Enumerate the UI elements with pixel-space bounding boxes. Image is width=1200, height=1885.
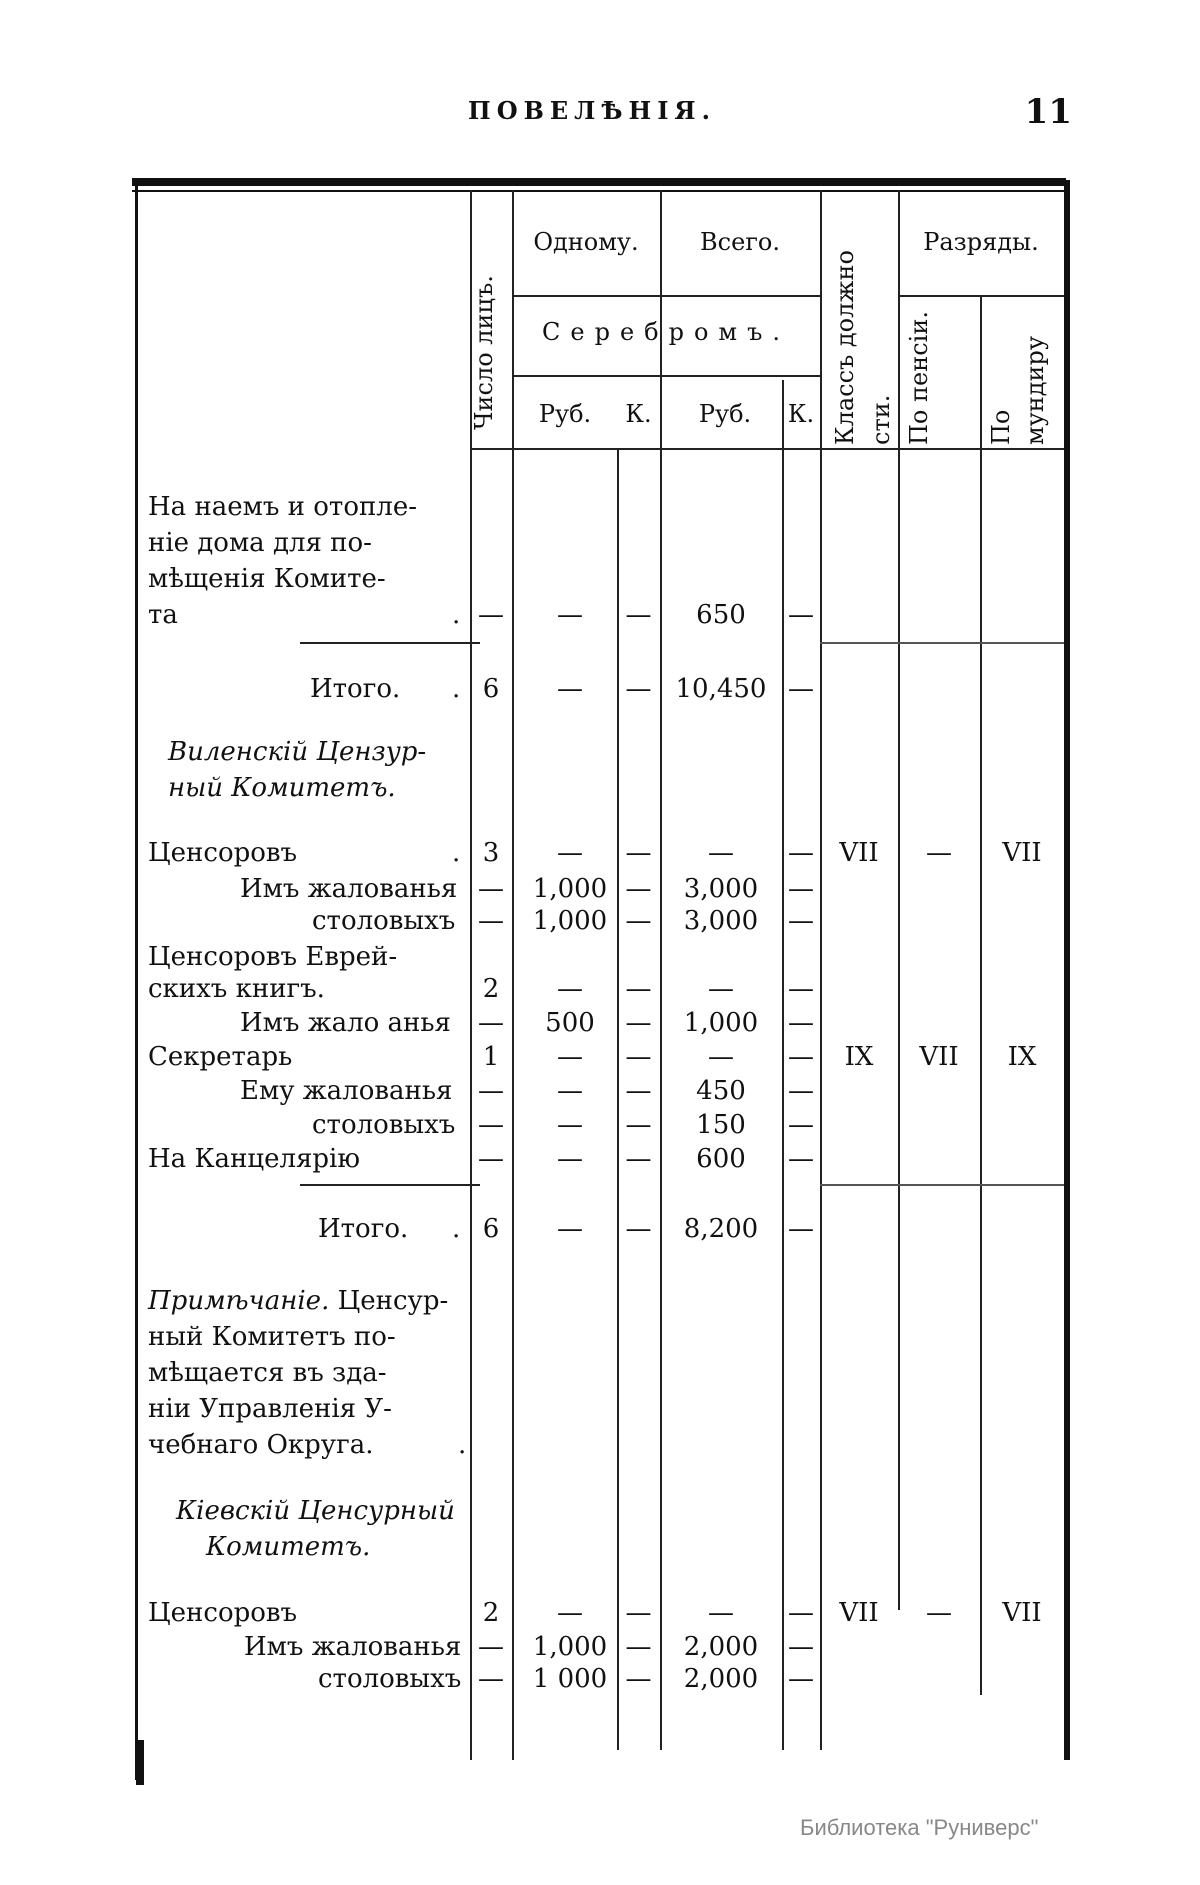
table-left-border [135,180,138,1780]
row-jewish-salary-count: — [478,1008,504,1038]
row-secretary-total-rub: — [708,1042,734,1072]
row-secretary-pension: VII [919,1042,959,1072]
row-secretary-uniform: IX [1007,1042,1037,1072]
row-censors-count: 3 [482,838,500,868]
subtotal-rule-2-right [820,1184,1064,1186]
subtotal-rule-2 [300,1184,480,1186]
total-1-dot: . [452,674,461,704]
header-one-kop: К. [625,400,652,428]
row-rent-desc-3: мѣщенія Комите- [148,564,386,594]
row-secretary-salary-total-kop: — [788,1076,814,1106]
row-table-money-desc: столовыхъ [312,906,456,936]
header-by-uniform: По мундиру [987,335,1049,445]
row-jewish-censors-desc-2: скихъ книгъ. [148,974,325,1004]
row-jewish-censors-count: 2 [482,974,500,1004]
row-chancery-total-kop: — [788,1144,814,1174]
note-line-1-rest: Ценсур- [337,1286,449,1316]
header-ranks: Разряды. [923,228,1039,256]
total-2-dot: . [452,1214,461,1244]
row-jewish-salary-total-rub: 1,000 [683,1008,759,1038]
row-jewish-salary-desc: Имъ жало анья [240,1008,451,1038]
row-kiev-table-total-kop: — [788,1664,814,1694]
row-kiev-salary-total-rub: 2,000 [683,1632,759,1662]
row-secretary-salary-desc: Ему жалованья [240,1076,453,1106]
total-2-one-rub: — [557,1214,583,1244]
row-salary-total-rub: 3,000 [683,874,759,904]
header-line-silver [512,295,820,297]
row-jewish-censors-one-rub: — [557,974,583,1004]
library-watermark: Библиотека "Руниверс" [800,1815,1039,1840]
row-kiev-salary-total-kop: — [788,1632,814,1662]
note-label: Примѣчаніе. [148,1286,330,1316]
row-salary-one-kop: — [625,874,652,904]
section-vilna-heading-2: ный Комитетъ. [168,773,396,803]
row-censors-one-rub: — [557,838,583,868]
row-censors-pension: — [926,838,952,868]
note-line-2: ный Комитетъ по- [148,1322,396,1352]
total-2-count: 6 [482,1214,500,1244]
row-chancery-desc: На Канцелярію [148,1144,361,1174]
row-censors-dot: . [452,838,461,868]
row-kiev-salary-desc: Имъ жалованья [244,1632,462,1662]
row-kiev-censors-one-rub: — [557,1598,583,1628]
row-rent-desc-1: На наемъ и отопле- [148,492,417,522]
row-chancery-total-rub: 600 [696,1144,746,1174]
header-count-persons: Число лицъ. [470,275,498,430]
row-kiev-table-one-rub: 1 000 [532,1664,608,1694]
row-kiev-censors-pension: — [926,1598,952,1628]
header-line-ranks [898,295,1064,297]
row-kiev-salary-one-rub: 1,000 [532,1632,608,1662]
total-2-total-rub: 8,200 [683,1214,759,1244]
row-secretary-salary-count: — [478,1076,504,1106]
row-kiev-censors-total-rub: — [708,1598,734,1628]
total-1-one-rub: — [557,674,583,704]
row-secretary-one-rub: — [557,1042,583,1072]
row-censors-total-kop: — [788,838,814,868]
row-jewish-salary-one-kop: — [625,1008,652,1038]
header-class-position: Классъ должно сти. [831,250,895,445]
row-secretary-count: 1 [482,1042,500,1072]
row-jewish-censors-total-rub: — [708,974,734,1004]
subtotal-rule-1 [300,642,480,644]
section-kiev-heading-2: Комитетъ. [206,1532,371,1562]
row-secretary-class: IX [844,1042,874,1072]
row-kiev-censors-uniform: VII [1002,1598,1042,1628]
note-dot: . [458,1430,467,1460]
row-table-money-count: — [478,906,504,936]
row-table-money-one-rub: 1,000 [532,906,608,936]
row-censors-desc: Ценсоровъ [148,838,298,868]
header-silver: Серебромъ. [542,318,790,346]
row-kiev-table-count: — [478,1664,504,1694]
row-kiev-salary-one-kop: — [625,1632,652,1662]
row-rent-one-kop: — [625,600,652,630]
total-1-label: Итого. [310,674,401,704]
row-kiev-table-one-kop: — [625,1664,652,1694]
row-jewish-salary-one-rub: 500 [545,1008,595,1038]
col-line-pension-uniform [980,295,982,1695]
total-2-one-kop: — [625,1214,652,1244]
row-secretary-salary-total-rub: 450 [696,1076,746,1106]
row-jewish-salary-total-kop: — [788,1008,814,1038]
row-kiev-censors-count: 2 [482,1598,500,1628]
row-secretary-table-desc: столовыхъ [312,1110,456,1140]
row-table-money-one-kop: — [625,906,652,936]
table-top-border [132,178,1066,186]
note-line-4: ніи Управленія У- [148,1394,392,1424]
table-right-border [1064,180,1070,1760]
row-salary-total-kop: — [788,874,814,904]
row-chancery-one-rub: — [557,1144,583,1174]
total-1-count: 6 [482,674,500,704]
row-rent-desc-4: та [148,600,178,630]
row-secretary-table-total-kop: — [788,1110,814,1140]
note-line-3: мѣщается въ зда- [148,1358,387,1388]
row-kiev-table-desc: столовыхъ [318,1664,462,1694]
row-secretary-one-kop: — [625,1042,652,1072]
note-line-1 [148,1284,448,1318]
total-1-total-kop: — [788,674,814,704]
row-table-money-total-kop: — [788,906,814,936]
header-by-pension: По пенсіи. [905,311,933,445]
col-line-total-left [660,190,662,1750]
row-rent-total-kop: — [788,600,814,630]
row-chancery-one-kop: — [625,1144,652,1174]
row-rent-total-rub: 650 [696,600,746,630]
row-kiev-censors-total-kop: — [788,1598,814,1628]
row-secretary-table-count: — [478,1110,504,1140]
total-2-total-kop: — [788,1214,814,1244]
header-total-rub: Руб. [698,400,752,428]
row-salary-one-rub: 1,000 [532,874,608,904]
row-kiev-censors-desc: Ценсоровъ [148,1598,298,1628]
row-rent-count: — [478,600,504,630]
row-rent-dot: . [452,600,461,630]
row-kiev-table-total-rub: 2,000 [683,1664,759,1694]
row-kiev-censors-one-kop: — [625,1598,652,1628]
row-secretary-salary-one-rub: — [557,1076,583,1106]
row-secretary-table-total-rub: 150 [696,1110,746,1140]
row-censors-uniform: VII [1002,838,1042,868]
row-kiev-salary-count: — [478,1632,504,1662]
header-one-rub: Руб. [538,400,592,428]
page-number: 11 [1024,92,1072,132]
row-secretary-desc: Секретарь [148,1042,293,1072]
row-censors-total-rub: — [708,838,734,868]
row-chancery-count: — [478,1144,504,1174]
row-secretary-salary-one-kop: — [625,1076,652,1106]
row-jewish-censors-total-kop: — [788,974,814,1004]
header-bottom-line [470,448,1064,450]
row-secretary-table-one-kop: — [625,1110,652,1140]
total-1-total-rub: 10,450 [675,674,767,704]
row-salary-count: — [478,874,504,904]
total-2-label: Итого. [318,1214,409,1244]
row-jewish-censors-desc-1: Ценсоровъ Еврей- [148,942,398,972]
subtotal-rule-1-right [820,642,1064,644]
row-secretary-table-one-rub: — [557,1110,583,1140]
row-salary-desc: Имъ жалованья [240,874,458,904]
header-line-rub [512,375,820,377]
col-line-class-left [820,190,822,1750]
row-rent-desc-2: ніе дома для по- [148,528,372,558]
table-bottom-left-mark [136,1740,144,1785]
row-censors-class: VII [839,838,879,868]
row-kiev-censors-class: VII [839,1598,879,1628]
row-secretary-total-kop: — [788,1042,814,1072]
table-top-border-thin [132,190,1066,192]
section-vilna-heading-1: Виленскій Цензур- [168,737,427,767]
total-1-one-kop: — [625,674,652,704]
section-kiev-heading-1: Кіевскій Ценсурный [176,1496,455,1526]
header-one-person: Одному. [533,228,639,256]
header-total-kop: К. [787,400,815,428]
row-rent-one-rub: — [557,600,583,630]
row-censors-one-kop: — [625,838,652,868]
row-table-money-total-rub: 3,000 [683,906,759,936]
header-total: Всего. [700,228,780,256]
note-line-5: чебнаго Округа. [148,1430,374,1460]
page-header-title: ПОВЕЛѢНІЯ. [468,96,716,125]
row-jewish-censors-one-kop: — [625,974,652,1004]
col-line-one-left [512,190,514,1760]
